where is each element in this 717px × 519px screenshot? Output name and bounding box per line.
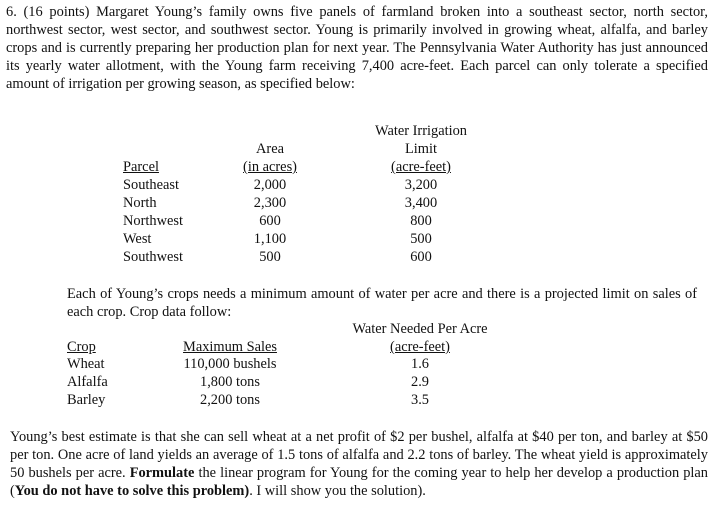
- sales-header: Maximum Sales: [183, 339, 277, 355]
- no-solve-emphasis: You do not have to solve this problem): [14, 483, 250, 499]
- crop-water: 3.5: [411, 392, 429, 408]
- area-header-line2: (in acres): [243, 159, 297, 175]
- water-header-line2: Limit: [405, 141, 437, 157]
- parcel-limit: 3,400: [404, 195, 438, 211]
- parcel-limit: 3,200: [404, 177, 438, 193]
- crop-name: Alfalfa: [67, 374, 108, 390]
- crops-intro: Each of Young’s crops needs a minimum amount of water per acre and there is a projected limit on sales of each crop. Crop data follow:: [67, 286, 697, 320]
- final-paragraph: [10, 428, 708, 500]
- parcel-area: 2,300: [253, 195, 287, 211]
- final-text-middle: the linear program for Young for the coming year to help her develop a production plan (: [10, 465, 708, 499]
- parcel-limit: 600: [410, 249, 432, 265]
- parcel-area: 600: [259, 213, 281, 229]
- area-header-line1: Area: [256, 141, 284, 157]
- crop-header: Crop: [67, 339, 96, 355]
- crop-name: Wheat: [67, 356, 105, 372]
- water-header-line3: (acre-feet): [391, 159, 451, 175]
- crop-water: 2.9: [411, 374, 429, 390]
- final-text-after: . I will show you the solution).: [249, 483, 426, 499]
- parcel-area: 500: [259, 249, 281, 265]
- parcel-limit: 500: [410, 231, 432, 247]
- parcel-area: 1,100: [253, 231, 287, 247]
- water-header-line1: Water Irrigation: [375, 123, 467, 139]
- parcel-name: West: [123, 231, 152, 247]
- crop-water: 1.6: [411, 356, 429, 372]
- formulate-emphasis: Formulate: [129, 465, 195, 481]
- crop-sales: 2,200 tons: [200, 392, 260, 408]
- parcel-area: 2,000: [253, 177, 287, 193]
- problem-intro: 6. (16 points) Margaret Young’s family owns five panels of farmland broken into a southeast sector, north sector, northwest sector, west sector, and southwest sector. Young is primarily involved in growing wheat, alfalfa, and barley crops and is currently preparing her production plan for next year. The Pennsylvania Water Authority has just announced its yearly water allotment, with the Young farm receiving 7,400 acre-feet. Each parcel can only tolerate a specified amount of irrigation per growing season, as specified below:: [6, 4, 708, 92]
- parcel-name: Southeast: [123, 177, 179, 193]
- parcel-header: Parcel: [123, 159, 159, 175]
- final-text-before: Young’s best estimate is that she can sell wheat at a net profit of $2 per bushel, alfalfa at $40 per ton, and barley at $50 per ton. One acre of land yields an average of 1.5 tons of alfalfa and 2.2 tons of barley. The wheat yield is approximately 50 bushels per acre.: [10, 429, 708, 481]
- crop-sales: 1,800 tons: [200, 374, 260, 390]
- crop-sales: 110,000 bushels: [183, 356, 277, 372]
- parcel-name: Southwest: [123, 249, 183, 265]
- parcel-limit: 800: [410, 213, 432, 229]
- water-needed-header-line1: Water Needed Per Acre: [352, 321, 488, 337]
- parcel-name: North: [123, 195, 157, 211]
- water-needed-header-line2: (acre-feet): [390, 339, 450, 355]
- crop-name: Barley: [67, 392, 106, 408]
- parcel-name: Northwest: [123, 213, 183, 229]
